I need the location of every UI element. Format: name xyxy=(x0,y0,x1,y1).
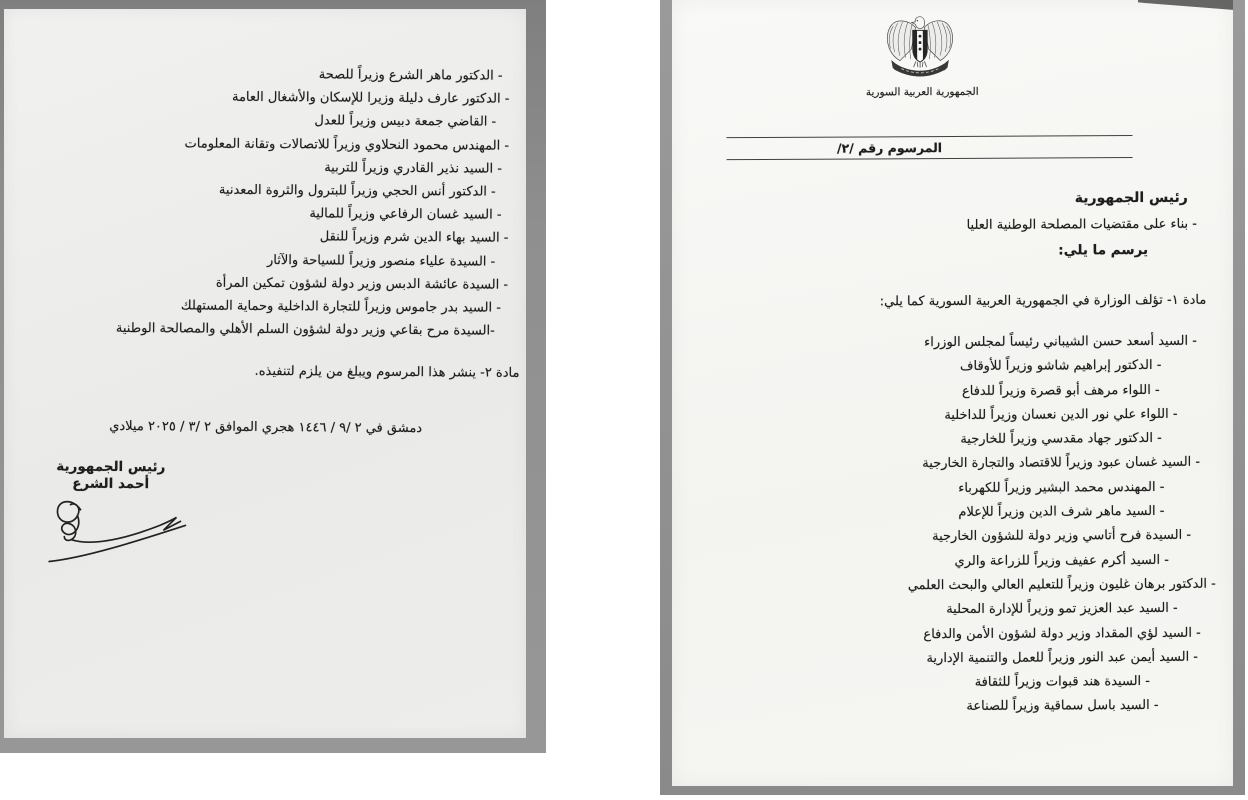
decree-number-banner xyxy=(726,135,1132,160)
minister-list-item: - السيد غسان عبود وزيراً للاقتصاد والتجارة الخارجية xyxy=(922,455,1201,472)
presidential-signature-icon xyxy=(42,495,193,581)
decree-number-label: المرسوم رقم /٢/ xyxy=(836,140,943,156)
signature-title: رئيس الجمهورية xyxy=(56,458,166,476)
minister-list-item: - الدكتور جهاد مقدسي وزيراً للخارجية xyxy=(960,431,1162,448)
ministers-list xyxy=(890,330,1232,721)
issuer-title: رئيس الجمهورية xyxy=(1074,189,1188,207)
enactment-intro: يرسم ما يلي: xyxy=(1058,241,1149,259)
minister-list-item: - الدكتور ماهر الشرع وزيراً للصحة xyxy=(318,67,503,84)
minister-list-item: - الدكتور أنس الحجي وزيراً للبترول والثروة المعدنية xyxy=(218,182,496,200)
minister-list-item: - السيد نذير القادري وزيراً للتربية xyxy=(324,160,502,177)
minister-list-item: - السيد عبد العزيز تمو وزيراً للإدارة المحلية xyxy=(946,601,1178,618)
decree-date-line: دمشق في ٢ /٩ / ١٤٤٦ هجري الموافق ٢ /٣ / ٢٠٢٥ ميلادي xyxy=(109,418,423,437)
minister-list-item: - السيد ماهر شرف الدين وزيراً للإعلام xyxy=(958,503,1165,521)
decree-page-2-paper xyxy=(4,9,526,738)
minister-list-item: -السيدة مرح بقاعي وزير دولة لشؤون السلم الأهلي والمصالحة الوطنية xyxy=(115,321,495,339)
minister-list-item: - السيد بدر جاموس وزيراً للتجارة الداخلية وحماية المستهلك xyxy=(180,298,502,316)
article-2-text: مادة ٢- ينشر هذا المرسوم ويبلغ من يلزم لتنفيذه. xyxy=(254,363,520,381)
preamble-text: - بناء على مقتضيات المصلحة الوطنية العليا xyxy=(966,216,1197,233)
minister-list-item: - السيدة عائشة الدبس وزير دولة لشؤون تمكين المرأة xyxy=(215,275,509,293)
minister-list-item: - السيد باسل سماقية وزيراً للصناعة xyxy=(966,698,1159,715)
minister-list-item: - الدكتور إبراهيم شاشو وزيراً للأوقاف xyxy=(959,358,1162,375)
minister-list-item: - السيدة علياء منصور وزيراً للسياحة والآثار xyxy=(266,252,496,270)
minister-list-item: - اللواء علي نور الدين نعسان وزيراً للداخلية xyxy=(944,406,1178,423)
minister-list-item: - القاضي جمعة دبيس وزيراً للعدل xyxy=(314,113,497,131)
minister-list-item: - السيد بهاء الدين شرم وزيراً للنقل xyxy=(319,229,509,247)
country-name: الجمهورية العربية السورية xyxy=(865,85,979,99)
minister-list-item: - السيدة فرح أتاسي وزير دولة للشؤون الخارجية xyxy=(932,528,1192,545)
minister-list-item: - السيد أيمن عبد النور وزيراً للعمل والتنمية الإدارية xyxy=(926,649,1199,667)
decree-page-2-photo xyxy=(0,0,546,753)
minister-list-item: - اللواء مرهف أبو قصرة وزيراً للدفاع xyxy=(961,382,1160,399)
minister-list-item: - السيد أسعد حسن الشيباني رئيساً لمجلس الوزراء xyxy=(924,333,1197,351)
decree-page-1-paper xyxy=(672,0,1233,786)
minister-list-item: - السيد أكرم عفيف وزيراً للزراعة والري xyxy=(954,552,1169,569)
minister-list-item: - السيدة هند قبوات وزيراً للثقافة xyxy=(974,674,1151,691)
article-1-text: مادة ١- تؤلف الوزارة في الجمهورية العربية السورية كما يلي: xyxy=(879,292,1207,310)
signature-name: أحمد الشرع xyxy=(72,475,150,493)
syrian-eagle-emblem-icon xyxy=(884,10,956,90)
minister-list-item: - المهندس محمود النحلاوي وزيراً للاتصالات وتقانة المعلومات xyxy=(184,136,510,154)
minister-list-item: - السيد غسان الرفاعي وزيراً للمالية xyxy=(309,206,502,223)
signature-block xyxy=(31,458,191,493)
decree-page-1-photo xyxy=(660,0,1245,795)
ministers-list-continued xyxy=(115,62,510,343)
minister-list-item: - الدكتور عارف دليلة وزيرا للإسكان والأشغال العامة xyxy=(231,89,510,107)
minister-list-item: - الدكتور برهان غليون وزيراً للتعليم العالي والبحث العلمي xyxy=(907,576,1216,594)
minister-list-item: - السيد لؤي المقداد وزير دولة لشؤون الأمن والدفاع xyxy=(923,625,1201,642)
minister-list-item: - المهندس محمد البشير وزيراً للكهرباء xyxy=(958,479,1165,496)
